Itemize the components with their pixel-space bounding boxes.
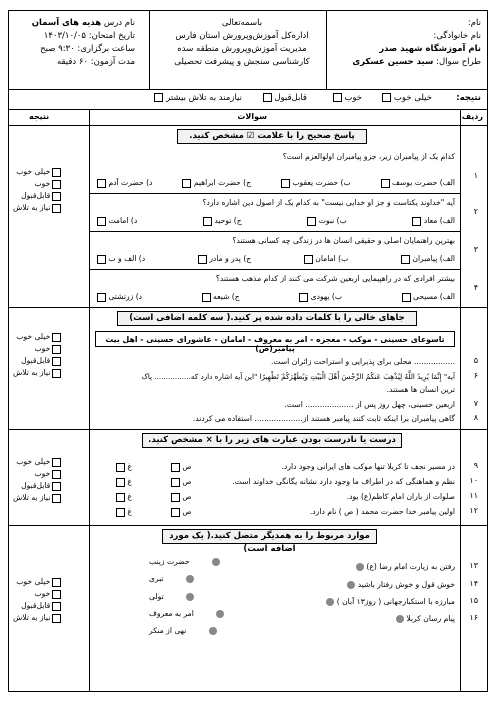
eval-option[interactable]: نیاز به تلاش — [13, 492, 61, 504]
checkbox-icon — [52, 168, 61, 177]
checkbox-icon — [116, 463, 125, 472]
connector-dot-icon — [216, 610, 224, 618]
q5-text: ................. محلی برای پذیرایی و استراحت زائران است. — [270, 357, 455, 366]
checkbox-icon — [97, 179, 106, 188]
option[interactable]: د) زرتشتی — [95, 291, 142, 302]
eval-option[interactable]: نیاز به تلاش — [13, 202, 61, 214]
header-divider — [326, 11, 327, 89]
q-number: ۱۴ — [469, 579, 478, 588]
connector-dot-icon — [186, 593, 194, 601]
true-false-choice[interactable]: ص — [169, 461, 192, 472]
q12-text: اولین پیامبر خدا حضرت محمد ( ص ) نام دارد. — [309, 507, 455, 516]
exam-frame — [8, 10, 488, 692]
option[interactable]: الف) پیامبران — [399, 253, 455, 264]
option[interactable]: ب) حضرت یعقوب — [279, 177, 351, 188]
eval-option[interactable]: خوب — [13, 588, 61, 600]
result-eval-4 — [13, 576, 61, 624]
match-right-item[interactable]: امر به معروف — [149, 608, 224, 619]
option[interactable]: ج) توحید — [201, 215, 242, 226]
eval-option[interactable]: نیاز به تلاش — [13, 612, 61, 624]
section-divider — [9, 307, 487, 308]
col-result: نتیجه — [29, 112, 50, 121]
match-right-item[interactable]: تبری — [149, 573, 194, 584]
match-left-item[interactable]: مبارزه با استکبارجهانی ( روز۱۳ آبان ) — [326, 596, 455, 607]
checkbox-icon — [116, 478, 125, 487]
section-divider — [9, 525, 487, 526]
word-bank: تاسوعای حسینی - موکب - معجزه - امر به معروف - امامان - عاشورای حسینی - اهل بیت پیامبر(ص) — [95, 331, 455, 347]
checkbox-icon — [52, 204, 61, 213]
match-left-item[interactable]: رفتن به زیارت امام رضا (ع) — [356, 561, 455, 572]
q-number: ۲ — [473, 207, 478, 216]
true-false-choice[interactable]: غ — [114, 491, 132, 502]
q-number: ۵ — [473, 356, 478, 365]
q-number: ۱۳ — [469, 561, 478, 570]
option[interactable]: ب) نبوت — [305, 215, 346, 226]
match-left-item[interactable]: خوش قول و خوش رفتار باشید — [347, 579, 455, 590]
option[interactable]: د) امامت — [95, 215, 137, 226]
designer: طراح سوال: سید حسین عسکری — [352, 57, 481, 67]
checkbox-icon — [202, 293, 211, 302]
connector-dot-icon — [212, 558, 220, 566]
checkbox-icon — [52, 470, 61, 479]
exam-time: ساعت برگزاری: ۹:۳۰ صبح — [40, 44, 135, 54]
ministry: اداره‌کل آموزش‌وپرورش استان فارس — [175, 31, 309, 41]
connector-dot-icon — [356, 563, 364, 571]
checkbox-icon — [382, 93, 391, 102]
checkbox-icon — [171, 463, 180, 472]
q1-text: کدام یک از پیامبران زیر، جزو پیامبران اولوالعزم است؟ — [282, 152, 455, 161]
true-false-choice[interactable]: ص — [169, 476, 192, 487]
result-eval-2 — [13, 331, 61, 379]
divider — [89, 193, 461, 194]
checkbox-icon — [52, 192, 61, 201]
option[interactable]: د) حضرت آدم — [95, 177, 152, 188]
q8-text: گاهی پیامبران برا اینکه ثابت کنند پیامبر هستند از.................... استفاده می کردند. — [192, 414, 455, 423]
col-questions: سوالات — [237, 112, 267, 121]
divider — [89, 231, 461, 232]
checkbox-icon — [401, 255, 410, 264]
connector-dot-icon — [209, 627, 217, 635]
option[interactable]: ب) امامان — [302, 253, 348, 264]
exam-header — [9, 11, 487, 90]
eval-option[interactable]: خوب — [13, 178, 61, 190]
connector-dot-icon — [396, 615, 404, 623]
q-number: ۹ — [473, 461, 478, 470]
checkbox-icon — [381, 179, 390, 188]
checkbox-icon — [52, 357, 61, 366]
checkbox-icon — [97, 293, 106, 302]
result-eval-1 — [13, 166, 61, 214]
district: مدیریت آموزش‌وپرورش منطقه سده — [177, 44, 307, 54]
column-headers — [9, 109, 487, 126]
q2-options — [95, 215, 455, 226]
divider — [89, 269, 461, 270]
eval-option[interactable]: قابل‌قبول — [13, 600, 61, 612]
eval-option[interactable]: خیلی خوب — [13, 456, 61, 468]
q-number: ۳ — [473, 245, 478, 254]
q-number: ۸ — [473, 413, 478, 422]
q6-text-cont: ترین انسان ها هستند. — [386, 385, 455, 394]
connector-dot-icon — [186, 575, 194, 583]
header-divider — [149, 11, 150, 89]
q4-options — [95, 291, 455, 302]
checkbox-icon — [97, 255, 106, 264]
checkbox-icon — [52, 494, 61, 503]
name-label: نام: — [467, 18, 481, 28]
checkbox-icon — [263, 93, 272, 102]
checkbox-icon — [52, 578, 61, 587]
q3-text: بهترین راهنمایان اصلی و حقیقی انسان ها در زندگی چه کسانی هستند؟ — [232, 236, 455, 245]
eval-option[interactable]: قابل‌قبول — [13, 355, 61, 367]
q-number: ۴ — [473, 283, 478, 292]
q3-options — [95, 253, 455, 264]
col-row: ردیف — [461, 112, 483, 121]
checkbox-icon — [52, 333, 61, 342]
checkbox-icon — [307, 217, 316, 226]
school-label: نام آموزشگاه شهید صدر — [379, 44, 481, 54]
true-false-choice[interactable]: ص — [169, 506, 192, 517]
checkbox-icon — [116, 493, 125, 502]
q1-options — [95, 177, 455, 188]
student-info — [331, 17, 481, 69]
option[interactable]: ج) شیعه — [200, 291, 240, 302]
true-false-choice[interactable]: ص — [169, 491, 192, 502]
q2-text: آیه "خداوند یکتاست و جز او خدایی نیست" به کدام یک از اصول دین اشاره دارد؟ — [202, 198, 455, 207]
bismillah: باسمه‌تعالی — [221, 18, 263, 28]
q10-text: نظم و هماهنگی که در اطراف ما وجود دارد نشانه یگانگی خداوند است. — [232, 477, 455, 486]
q-number: ۱۲ — [469, 506, 478, 515]
eval-option[interactable]: قابل‌قبول — [13, 190, 61, 202]
grade-label: نتیجه: — [456, 93, 481, 103]
checkbox-icon — [171, 478, 180, 487]
result-col-divider — [89, 109, 90, 691]
q6-text: آیه" إِنَّمَا يُرِيدُ اللَّهُ لِيُذْهِبَ عَنكُمُ الرِّجْسَ أَهْلَ الْبَيْتِ وَيُطَهِّرَكُمْ تَطْهِيرًا "این آیه اشاره دارد که................ پاک — [141, 372, 455, 381]
checkbox-icon — [304, 255, 313, 264]
q4-text: بیشتر افرادی که در راهپیمایی اربعین شرکت می کنند از کدام مذهب هستند؟ — [215, 274, 455, 283]
match-right-item[interactable]: نهی از منکر — [149, 625, 217, 636]
eval-option[interactable]: خوب — [13, 468, 61, 480]
true-false-choice[interactable]: غ — [114, 506, 132, 517]
option[interactable]: الف) معاد — [410, 215, 455, 226]
option[interactable]: الف) مسیحی — [400, 291, 455, 302]
office: کارشناسی سنجش و پیشرفت تحصیلی — [174, 57, 310, 67]
grade-option[interactable]: خیلی خوب — [380, 93, 432, 103]
grade-row — [9, 89, 487, 110]
q7-text: اربعین حسینی، چهل روز پس از .................... است. — [284, 400, 455, 409]
section-2-title: جاهای خالی را با کلمات داده شده پر کنید.( سه کلمه اضافی است) — [117, 311, 417, 326]
grade-option[interactable]: نیازمند به تلاش بیشتر — [152, 93, 242, 103]
true-false-choice[interactable]: غ — [114, 461, 132, 472]
q-number: ۱۱ — [469, 491, 478, 500]
eval-option[interactable]: خوب — [13, 343, 61, 355]
checkbox-icon — [198, 255, 207, 264]
checkbox-icon — [299, 293, 308, 302]
true-false-choice[interactable]: غ — [114, 476, 132, 487]
q-number: ۱۵ — [469, 596, 478, 605]
checkbox-icon — [97, 217, 106, 226]
checkbox-icon — [412, 217, 421, 226]
eval-option[interactable]: خیلی خوب — [13, 576, 61, 588]
option[interactable]: الف) حضرت یوسف — [379, 177, 455, 188]
exam-info — [15, 17, 135, 69]
checkbox-icon — [281, 179, 290, 188]
q-number: ۷ — [473, 399, 478, 408]
match-right-item[interactable]: تولی — [149, 591, 194, 602]
exam-date: تاریخ امتحان: ۱۴۰۳/۱۰/۰۵ — [43, 31, 135, 41]
option[interactable]: ج) پدر و مادر — [196, 253, 251, 264]
q11-text: صلوات از باران امام کاظم(ع) بود. — [346, 492, 455, 501]
q-number: ۱۰ — [469, 476, 478, 485]
q-number: ۶ — [473, 371, 478, 380]
section-1-title: پاسخ صحیح را با علامت ☑ مشخص کنید. — [177, 129, 367, 144]
checkbox-icon — [52, 369, 61, 378]
family-label: نام خانوادگی: — [433, 31, 481, 41]
checkbox-icon — [333, 93, 342, 102]
checkbox-icon — [402, 293, 411, 302]
section-3-title: درست یا نادرست بودن عبارت های زیر را با × مشخص کنید. — [142, 433, 402, 448]
checkbox-icon — [203, 217, 212, 226]
checkbox-icon — [52, 590, 61, 599]
section-divider — [9, 429, 487, 430]
result-eval-3 — [13, 456, 61, 504]
eval-option[interactable]: قابل‌قبول — [13, 480, 61, 492]
row-col-divider — [460, 109, 461, 691]
checkbox-icon — [52, 345, 61, 354]
option[interactable]: د) الف و ب — [95, 253, 145, 264]
office-info — [167, 17, 317, 69]
checkbox-icon — [182, 179, 191, 188]
q9-text: در مسیر نجف تا کربلا تنها موکب های ایرانی وجود دارد. — [281, 462, 455, 471]
section-4-title: موارد مربوط را به همدیگر متصل کنید.( یک مورد اضافه است) — [162, 529, 377, 544]
checkbox-icon — [171, 493, 180, 502]
checkbox-icon — [171, 508, 180, 517]
match-right-item[interactable]: حضرت زینب — [149, 556, 220, 567]
q-number: ۱ — [473, 171, 478, 180]
grade-option[interactable]: قابل‌قبول — [261, 93, 307, 103]
checkbox-icon — [52, 482, 61, 491]
checkbox-icon — [52, 458, 61, 467]
subject: نام درس هدیه های آسمان — [31, 18, 135, 28]
eval-option[interactable]: نیاز به تلاش — [13, 367, 61, 379]
eval-option[interactable]: خیلی خوب — [13, 166, 61, 178]
option[interactable]: ج) حضرت ابراهیم — [180, 177, 251, 188]
checkbox-icon — [52, 180, 61, 189]
checkbox-icon — [154, 93, 163, 102]
grade-option[interactable]: خوب — [331, 93, 362, 103]
connector-dot-icon — [326, 598, 334, 606]
eval-option[interactable]: خیلی خوب — [13, 331, 61, 343]
option[interactable]: ب) یهودی — [297, 291, 342, 302]
exam-duration: مدت آزمون: ۶۰ دقیقه — [56, 57, 135, 67]
checkbox-icon — [52, 614, 61, 623]
match-left-item[interactable]: پیام رسان کربلا — [396, 613, 455, 624]
q-number: ۱۶ — [469, 613, 478, 622]
connector-dot-icon — [347, 581, 355, 589]
checkbox-icon — [52, 602, 61, 611]
checkbox-icon — [116, 508, 125, 517]
